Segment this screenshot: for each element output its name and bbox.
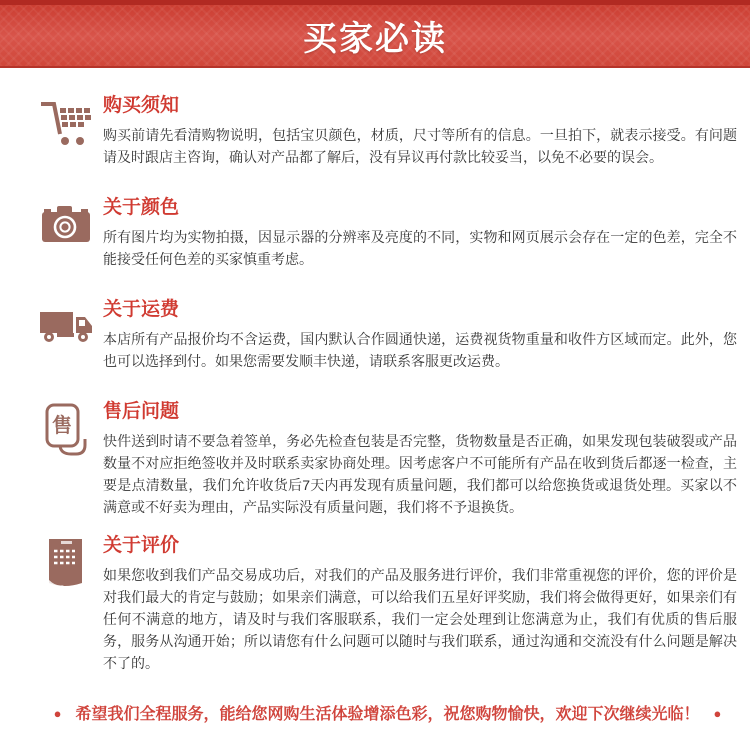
- page-title: 买家必读: [303, 20, 447, 58]
- section-body: 所有图片均为实物拍摄，因显示器的分辨率及亮度的不同，实物和网页展示会存在一定的色差，完全不能接受任何色差的买家慎重考虑。: [103, 229, 737, 267]
- header-banner: [0, 0, 750, 68]
- section-title: 关于运费: [103, 299, 180, 320]
- section-body: 购买前请先看清购物说明，包括宝贝颜色，材质，尺寸等所有的信息。一旦拍下，就表示接受。有问题请及时跟店主咨询，确认对产品都了解后，没有异议再付款比较妥当，以免不必要的误会。: [103, 127, 737, 165]
- section-title: 关于评价: [103, 535, 180, 556]
- section-body: 快件送到时请不要急着签单，务必先检查包装是否完整，货物数量是否正确，如果发现包装破裂或产品数量不对应拒绝签收并及时联系卖家协商处理。因考虑客户不可能所有产品在收到货后都逐一检查，主要是点清数量，我们允许收货后7天内再发现有质量问题，我们都可以给您换货或退货处理。买家以不满意或不好卖为理由，产品实际没有质量问题，我们将不予退换货。: [103, 433, 737, 515]
- section-shipping-fee: [38, 298, 737, 372]
- section-after-sales: [38, 400, 737, 518]
- section-about-review: [38, 534, 737, 674]
- footer-slogan: [38, 702, 737, 727]
- footer-text: 希望我们全程服务，能给您网购生活体验增添色彩，祝您购物愉快，欢迎下次继续光临！: [75, 706, 700, 723]
- footer-left-dot: ●: [53, 706, 62, 721]
- shopping-cart-icon: [38, 96, 94, 152]
- camera-icon: [38, 198, 94, 254]
- section-about-color: [38, 196, 737, 270]
- section-purchase-notice: [38, 94, 737, 168]
- section-title: 售后问题: [103, 401, 180, 422]
- section-title: 关于颜色: [103, 197, 180, 218]
- section-title: 购买须知: [103, 95, 180, 116]
- notice-content: [0, 68, 750, 727]
- aftersales-icon-glyph: 售: [52, 415, 72, 437]
- section-body: 本店所有产品报价均不含运费，国内默认合作圆通快递，运费视货物重量和收件方区域而定。此外，您也可以选择到付。如果您需要发顺丰快递，请联系客服更改运费。: [103, 331, 737, 369]
- truck-icon: [38, 300, 94, 356]
- review-notepad-icon: [38, 536, 94, 592]
- aftersales-tag-icon: [38, 402, 94, 458]
- section-body: 如果您收到我们产品交易成功后，对我们的产品及服务进行评价，我们非常重视您的评价，您的评价是对我们最大的肯定与鼓励；如果亲们满意，可以给我们五星好评奖励，我们将会做得更好，如果亲们有任何不满意的地方，请及时与我们客服联系，我们一定会处理到让您满意为止，我们有优质的售后服务，服务从沟通开始；所以请您有什么问题可以随时与我们联系，通过沟通和交流没有什么问题是解决不了的。: [103, 567, 737, 671]
- footer-right-dot: ●: [713, 706, 722, 721]
